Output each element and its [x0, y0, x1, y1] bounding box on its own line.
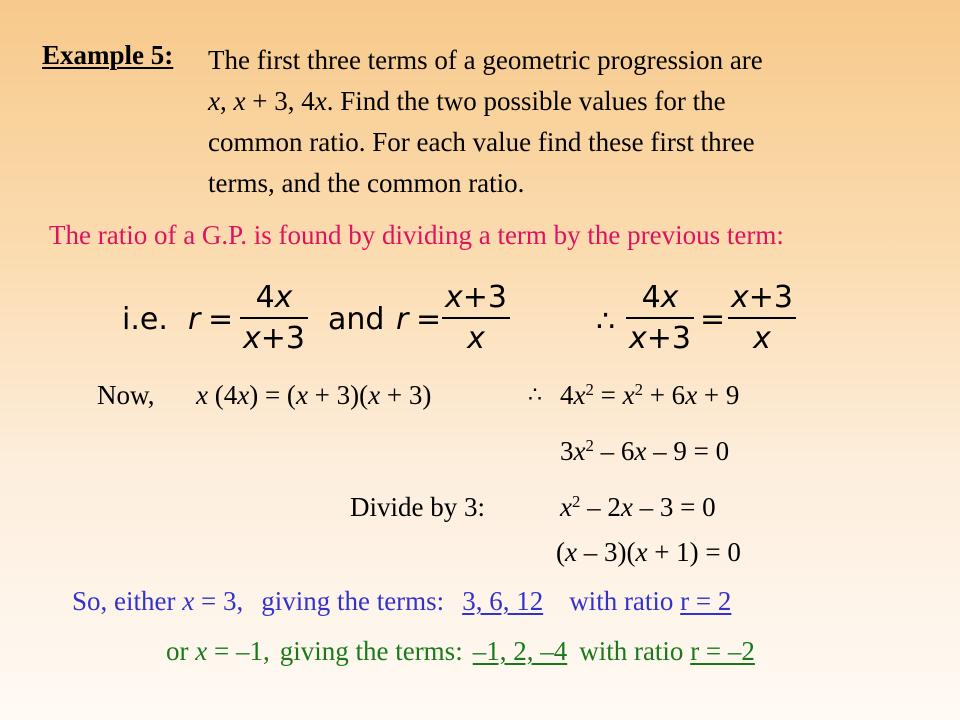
example-question — [208, 40, 763, 204]
solution-1-ratio: r = 2 — [680, 586, 732, 616]
equals-2: = — [416, 302, 442, 337]
divide-label: Divide by 3: — [350, 492, 485, 522]
fraction-numerator: x+3 — [731, 280, 793, 315]
question-line-1: The first three terms of a geometric progression are — [208, 45, 763, 75]
now-label: Now, — [97, 380, 155, 410]
question-line-3: common ratio. For each value find these first three — [208, 127, 755, 157]
fraction-4x-over-x-plus-3 — [240, 280, 308, 356]
fraction-bar — [626, 317, 694, 319]
ratio-note: The ratio of a G.P. is found by dividing a term by the previous term: — [49, 220, 784, 250]
fraction-denominator: x — [753, 321, 771, 356]
fraction-numerator: 4x — [641, 280, 679, 315]
solution-2-ratio: r = –2 — [690, 636, 755, 666]
ie-label: i.e. — [122, 302, 168, 337]
and-word: and — [328, 302, 385, 337]
solution-2-terms: –1, 2, –4 — [472, 636, 568, 666]
equals-3: = — [700, 302, 726, 337]
solution-2 — [166, 636, 755, 667]
step-1: x (4x) = (x + 3)(x + 3) — [196, 380, 432, 410]
solution-2-with: with ratio — [579, 636, 684, 666]
example-label-text: Example 5: — [42, 40, 174, 70]
solution-1-giving: giving the terms: — [261, 586, 445, 616]
fraction-4x-over-x-plus-3-b — [626, 280, 694, 356]
question-line-2: x, x + 3, 4x. Find the two possible values for the — [208, 86, 726, 116]
fraction-bar — [240, 317, 308, 319]
fraction-bar — [442, 317, 510, 319]
solution-2-giving: giving the terms: — [279, 636, 463, 666]
fraction-bar — [728, 317, 796, 319]
equals-1: = — [208, 302, 234, 337]
r-symbol-1: r — [188, 302, 201, 337]
r-symbol-2: r — [396, 302, 409, 337]
fraction-x-plus-3-over-x — [442, 280, 510, 356]
example-label — [42, 40, 173, 71]
fraction-denominator: x+3 — [629, 321, 691, 356]
fraction-x-plus-3-over-x-b — [728, 280, 796, 356]
therefore-symbol-2: ∴ — [528, 382, 542, 407]
step-3: $3x^2 - 6x - 9 = 0$ — [560, 435, 730, 466]
solution-2-prefix: or x = –1, — [166, 636, 270, 666]
solution-1-prefix: So, either x = 3, — [72, 586, 244, 616]
fraction-denominator: x — [467, 321, 485, 356]
step-4: $x^2 - 2x - 3 = 0$ — [560, 491, 716, 522]
solution-1 — [72, 586, 731, 617]
fraction-numerator: x+3 — [445, 280, 507, 315]
solution-1-terms: 3, 6, 12 — [462, 586, 544, 616]
solution-1-with: with ratio — [569, 586, 674, 616]
question-line-4: terms, and the common ratio. — [208, 168, 525, 198]
step-2: $4x^2 = x^2 + 6x + 9$ — [560, 379, 740, 410]
fraction-denominator: x+3 — [243, 321, 305, 356]
fraction-numerator: 4x — [255, 280, 293, 315]
step-5: (x – 3)(x + 1) = 0 — [556, 537, 741, 567]
therefore-symbol: ∴ — [596, 304, 616, 339]
